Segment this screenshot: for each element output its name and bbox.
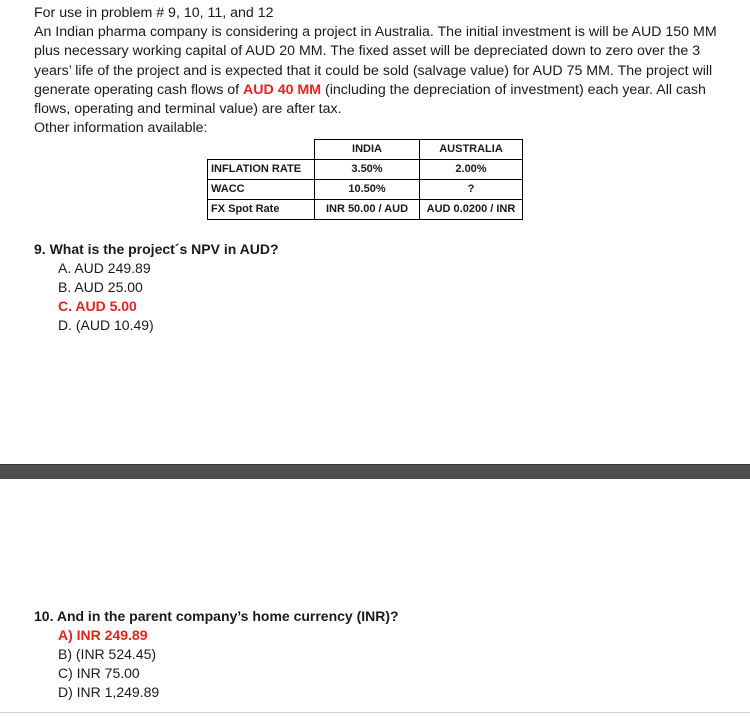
question-10 [34, 607, 399, 702]
question-9-stem: 9. What is the project´s NPV in AUD? [34, 241, 279, 257]
answer-option: D. (AUD 10.49) [58, 317, 154, 333]
info-table-corner [208, 140, 315, 160]
row-label: INFLATION RATE [208, 160, 315, 180]
australia-value: 2.00% [420, 160, 523, 180]
bottom-divider [0, 712, 750, 713]
australia-value: ? [420, 180, 523, 200]
india-value: 3.50% [315, 160, 420, 180]
answer-option: C) INR 75.00 [58, 665, 140, 681]
intro-paragraph [34, 23, 734, 119]
info-table-row [208, 180, 523, 200]
info-table [207, 139, 523, 220]
answer-option-correct: C. AUD 5.00 [58, 298, 137, 314]
intro-heading: For use in problem # 9, 10, 11, and 12 [34, 5, 274, 21]
header-india: INDIA [315, 140, 420, 160]
operating-cash-flow-highlight: AUD 40 MM [243, 81, 322, 98]
other-info-label: Other information available: [34, 120, 208, 137]
answer-option: A. AUD 249.89 [58, 260, 151, 276]
info-table-row [208, 160, 523, 180]
row-label: FX Spot Rate [208, 200, 315, 220]
header-australia: AUSTRALIA [420, 140, 523, 160]
page-separator [0, 464, 750, 479]
intro-text-part2: (including the depreciation of investment) each year. All cash flows, operating and terminal value) are after tax. [34, 81, 706, 118]
answer-option: B. AUD 25.00 [58, 279, 143, 295]
answer-option-correct: A) INR 249.89 [58, 627, 148, 643]
india-value: 10.50% [315, 180, 420, 200]
row-label: WACC [208, 180, 315, 200]
problem-intro [34, 4, 734, 138]
info-table-row [208, 200, 523, 220]
info-table-header-row [208, 140, 523, 160]
answer-option: B) (INR 524.45) [58, 646, 157, 662]
india-value: INR 50.00 / AUD [315, 200, 420, 220]
answer-option: D) INR 1,249.89 [58, 684, 160, 700]
intro-text-part1: An Indian pharma company is considering a project in Australia. The initial investment is will be AUD 150 MM plus necessary working capital of AUD 20 MM. The fixed asset will be depreciated down to zero over the 3 years’ life of the project and is expected that it could be sold (salvage value) for AUD 75 MM. The project will generate operating cash flows of [34, 24, 717, 98]
question-9 [34, 240, 279, 335]
australia-value: AUD 0.0200 / INR [420, 200, 523, 220]
question-10-stem: 10. And in the parent company’s home currency (INR)? [34, 608, 399, 624]
